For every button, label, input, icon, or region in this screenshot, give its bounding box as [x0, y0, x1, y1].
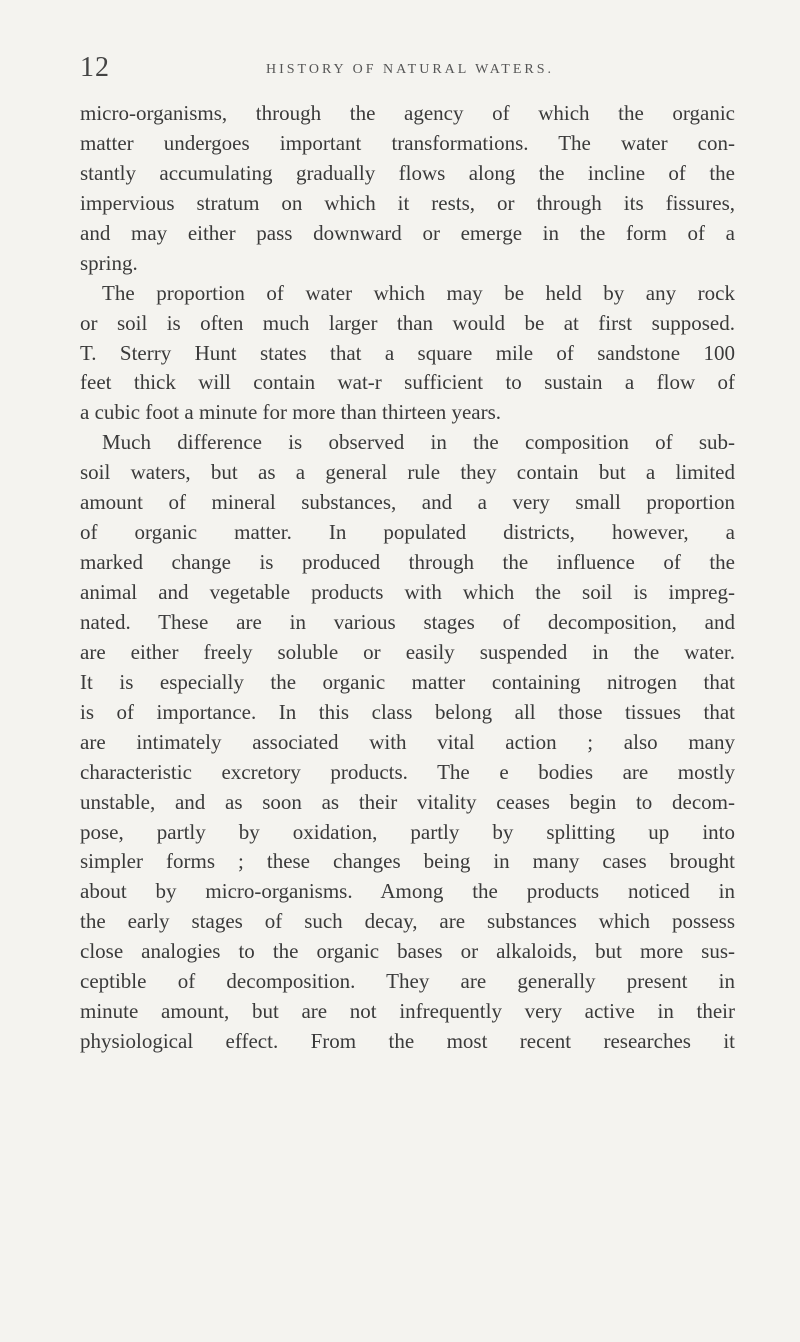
text-line: spring.: [80, 250, 138, 275]
text-line: a cubic foot a minute for more than thirteen years.: [80, 400, 502, 425]
text-line: T. Sterry Hunt states that a square mile of sandstone 100: [80, 340, 735, 365]
text-line: feet thick will contain wat-r sufficient to sustain a flow of: [80, 370, 735, 395]
text-line: matter undergoes important transformations. The water con-: [80, 130, 735, 155]
text-line: unstable, and as soon as their vitality ceases begin to decom-: [80, 789, 735, 814]
text-line: and may either pass downward or emerge in the form of a: [80, 220, 735, 245]
page-number: 12: [80, 52, 110, 83]
text-line: characteristic excretory products. The e bodies are mostly: [80, 759, 735, 784]
text-line: Much difference is observed in the composition of sub-: [102, 430, 735, 455]
text-line: minute amount, but are not infrequently very active in their: [80, 999, 735, 1024]
text-line: physiological effect. From the most recent researches it: [80, 1029, 735, 1054]
text-line: The proportion of water which may be held by any rock: [102, 280, 735, 305]
text-line: impervious stratum on which it rests, or through its fissures,: [80, 190, 735, 215]
running-title: HISTORY OF NATURAL WATERS.: [265, 62, 555, 77]
text-line: close analogies to the organic bases or alkaloids, but more sus-: [80, 939, 735, 964]
text-line: soil waters, but as a general rule they contain but a limited: [80, 460, 735, 485]
text-line: ceptible of decomposition. They are generally present in: [80, 969, 735, 994]
text-line: micro-organisms, through the agency of which the organic: [80, 101, 735, 125]
body-text: [80, 99, 735, 1057]
text-line: is of importance. In this class belong all those tissues that: [80, 699, 735, 724]
text-line: animal and vegetable products with which the soil is impreg-: [80, 580, 735, 604]
text-line: or soil is often much larger than would be at first supposed.: [80, 310, 735, 335]
text-line: about by micro-organisms. Among the products noticed in: [80, 879, 735, 904]
text-line: amount of mineral substances, and a very small proportion: [80, 490, 735, 515]
text-line: are intimately associated with vital action ; also many: [80, 729, 735, 754]
text-line: the early stages of such decay, are substances which possess: [80, 909, 735, 934]
text-line: stantly accumulating gradually flows along the incline of the: [80, 160, 735, 185]
running-head: [80, 52, 740, 84]
text-line: simpler forms ; these changes being in many cases brought: [80, 849, 735, 874]
text-line: nated. These are in various stages of decomposition, and: [80, 609, 735, 634]
text-line: are either freely soluble or easily suspended in the water.: [80, 639, 735, 664]
text-line: It is especially the organic matter containing nitrogen that: [80, 669, 735, 694]
text-line: pose, partly by oxidation, partly by splitting up into: [80, 819, 735, 844]
text-line: of organic matter. In populated districts, however, a: [80, 520, 735, 545]
text-line: marked change is produced through the influence of the: [80, 550, 735, 575]
